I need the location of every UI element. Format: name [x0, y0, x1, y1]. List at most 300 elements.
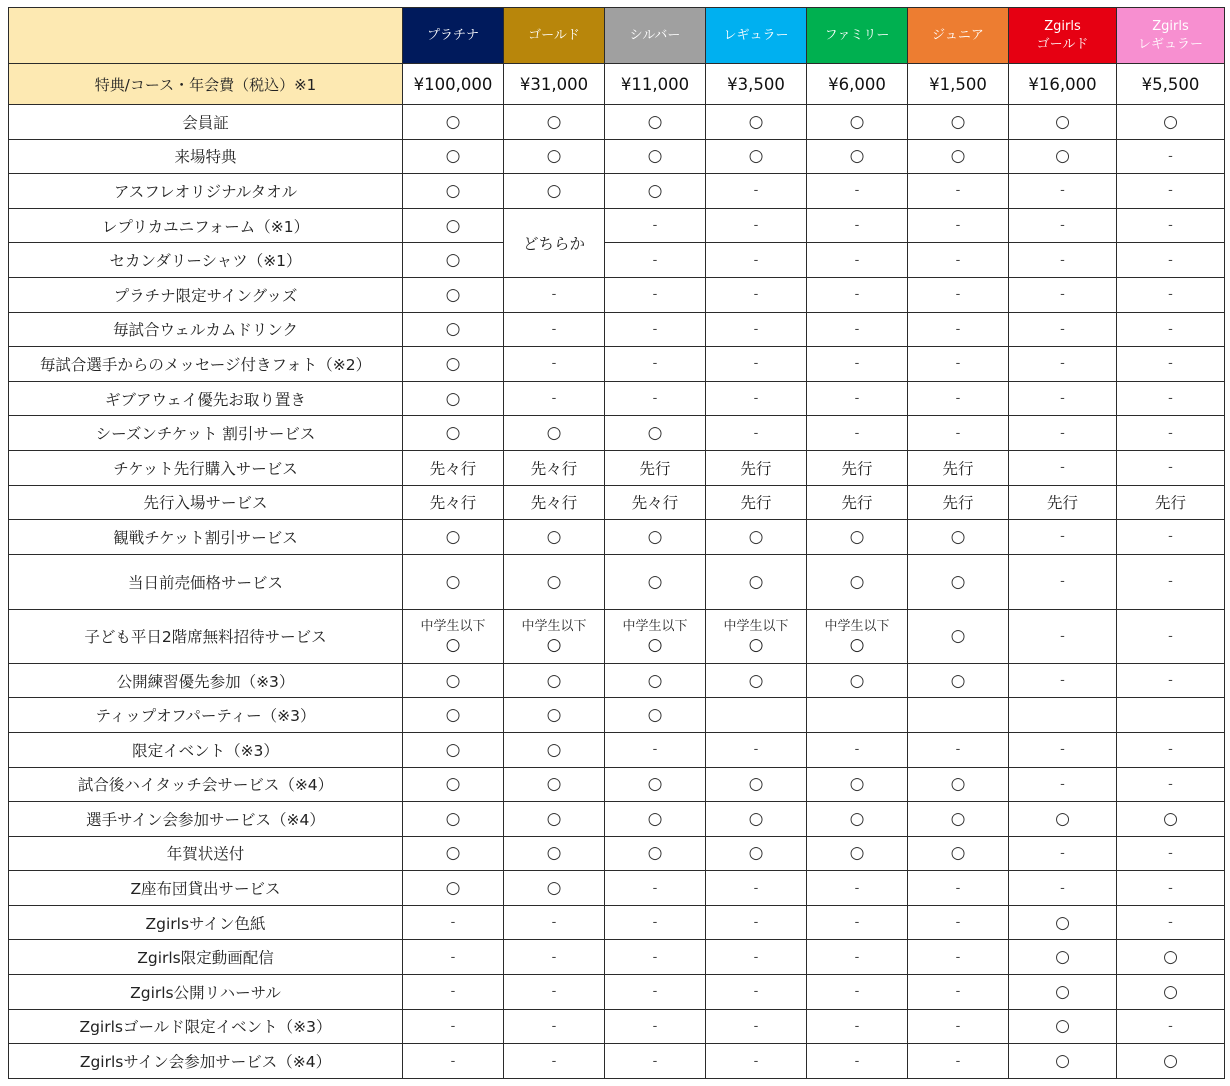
tier-header-4	[807, 8, 908, 64]
benefit-cell: -	[706, 277, 807, 312]
included-mark: ○	[546, 634, 562, 655]
feature-name: 毎試合ウェルカムドリンク	[9, 312, 403, 347]
benefit-cell: -	[605, 940, 706, 975]
benefit-cell: -	[504, 940, 605, 975]
either-choice-cell: どちらか	[504, 208, 605, 277]
benefit-cell: -	[908, 905, 1009, 940]
benefit-cell: -	[605, 975, 706, 1010]
feature-row	[9, 732, 1225, 767]
benefit-cell: -	[1117, 836, 1225, 871]
benefit-cell: -	[605, 208, 706, 243]
benefit-cell: ○	[1009, 1044, 1117, 1079]
feature-name: 会員証	[9, 105, 403, 140]
benefit-cell: ○	[504, 836, 605, 871]
benefit-cell: -	[908, 347, 1009, 382]
benefit-cell: ○	[605, 698, 706, 733]
benefit-cell: ○	[807, 836, 908, 871]
benefit-cell: -	[706, 174, 807, 209]
tier-name: レギュラー	[1137, 36, 1203, 52]
benefit-cell: -	[504, 905, 605, 940]
benefit-cell: -	[908, 174, 1009, 209]
benefit-cell	[908, 698, 1009, 733]
benefit-cell: -	[706, 347, 807, 382]
benefit-cell: ○	[504, 871, 605, 906]
benefit-cell: -	[1117, 139, 1225, 174]
benefit-cell: -	[908, 416, 1009, 451]
benefit-cell: -	[1117, 732, 1225, 767]
benefit-cell: -	[1117, 767, 1225, 802]
benefit-cell: 先々行	[403, 450, 504, 485]
benefit-cell: ○	[908, 609, 1009, 663]
benefit-cell: 先々行	[605, 485, 706, 520]
feature-row	[9, 208, 1225, 243]
benefit-cell: ○	[1009, 940, 1117, 975]
benefit-cell: -	[1009, 732, 1117, 767]
benefit-cell: -	[605, 732, 706, 767]
tier-price: ¥31,000	[504, 64, 605, 105]
feature-name: セカンダリーシャツ（※1）	[9, 243, 403, 278]
tier-header-5	[908, 8, 1009, 64]
benefit-cell: -	[403, 940, 504, 975]
tier-name: プラチナ	[426, 27, 479, 43]
benefit-cell: -	[504, 381, 605, 416]
benefit-cell: 先行	[706, 450, 807, 485]
tier-price: ¥16,000	[1009, 64, 1117, 105]
benefit-cell: -	[807, 1044, 908, 1079]
benefit-cell: ○	[403, 243, 504, 278]
benefit-cell: 先行	[1009, 485, 1117, 520]
feature-row	[9, 767, 1225, 802]
benefit-cell: -	[807, 975, 908, 1010]
benefit-cell: -	[1009, 312, 1117, 347]
benefit-cell: -	[605, 871, 706, 906]
benefit-cell: -	[807, 243, 908, 278]
feature-row	[9, 381, 1225, 416]
benefit-cell: -	[807, 312, 908, 347]
benefit-cell: -	[1117, 174, 1225, 209]
feature-row	[9, 105, 1225, 140]
benefit-cell: 先々行	[403, 485, 504, 520]
benefit-cell: ○	[706, 663, 807, 698]
benefit-cell: ○	[504, 554, 605, 609]
benefit-cell: -	[1009, 554, 1117, 609]
benefit-cell: -	[706, 905, 807, 940]
tier-name: ジュニア	[932, 27, 984, 43]
benefit-cell: -	[1009, 416, 1117, 451]
tier-price: ¥6,000	[807, 64, 908, 105]
tier-header-6	[1009, 8, 1117, 64]
benefit-cell: ○	[908, 802, 1009, 837]
benefit-cell: ○	[504, 802, 605, 837]
included-mark: ○	[445, 634, 461, 655]
feature-row	[9, 520, 1225, 555]
feature-name: 来場特典	[9, 139, 403, 174]
benefit-cell: -	[1117, 871, 1225, 906]
feature-row	[9, 243, 1225, 278]
benefit-cell: -	[1009, 520, 1117, 555]
feature-name: Zgirlsゴールド限定イベント（※3）	[9, 1009, 403, 1044]
feature-name: 限定イベント（※3）	[9, 732, 403, 767]
benefit-cell: -	[807, 732, 908, 767]
benefit-cell: ○	[605, 520, 706, 555]
feature-name: 子ども平日2階席無料招待サービス	[9, 609, 403, 663]
feature-name: 先行入場サービス	[9, 485, 403, 520]
benefit-cell	[504, 609, 605, 663]
benefit-cell: -	[706, 243, 807, 278]
feature-row	[9, 663, 1225, 698]
annual-fee-row	[9, 64, 1225, 105]
benefit-cell: ○	[706, 802, 807, 837]
benefit-cell: -	[605, 312, 706, 347]
benefit-cell: -	[807, 871, 908, 906]
benefit-cell: ○	[1117, 975, 1225, 1010]
annual-fee-label: 特典/コース・年会費（税込）※1	[9, 64, 403, 105]
tier-name: ゴールド	[528, 27, 580, 43]
benefit-cell	[605, 609, 706, 663]
benefit-cell: 先行	[807, 485, 908, 520]
membership-comparison-table-wrapper	[8, 7, 1225, 1079]
tier-price: ¥1,500	[908, 64, 1009, 105]
feature-name: 毎試合選手からのメッセージ付きフォト（※2）	[9, 347, 403, 382]
benefit-cell	[706, 698, 807, 733]
benefit-cell: 先行	[908, 485, 1009, 520]
benefit-cell: -	[706, 975, 807, 1010]
age-limit-note: 中学生以下	[824, 618, 890, 634]
benefit-cell: ○	[403, 105, 504, 140]
benefit-cell: -	[908, 277, 1009, 312]
included-mark: ○	[849, 634, 865, 655]
feature-name: Z座布団貸出サービス	[9, 871, 403, 906]
benefit-cell: -	[908, 940, 1009, 975]
benefit-cell: -	[1117, 381, 1225, 416]
benefit-cell	[1117, 698, 1225, 733]
benefit-cell: -	[807, 174, 908, 209]
feature-row	[9, 836, 1225, 871]
benefit-cell: -	[1117, 1009, 1225, 1044]
benefit-cell: ○	[1009, 1009, 1117, 1044]
tier-header-1	[504, 8, 605, 64]
benefit-cell: ○	[605, 105, 706, 140]
benefit-cell: ○	[908, 836, 1009, 871]
benefit-cell: ○	[807, 520, 908, 555]
benefit-cell: 先々行	[504, 485, 605, 520]
benefit-cell: -	[1009, 450, 1117, 485]
feature-name: Zgirlsサイン色紙	[9, 905, 403, 940]
benefit-cell: ○	[605, 663, 706, 698]
benefit-cell: -	[807, 905, 908, 940]
tier-header-7	[1117, 8, 1225, 64]
benefit-cell: -	[605, 1009, 706, 1044]
benefit-cell: -	[504, 312, 605, 347]
benefit-cell: ○	[807, 663, 908, 698]
benefit-cell: ○	[504, 732, 605, 767]
benefit-cell: -	[807, 416, 908, 451]
tier-name: Zgirls	[1152, 18, 1189, 34]
benefit-cell: ○	[807, 554, 908, 609]
feature-row	[9, 975, 1225, 1010]
tier-price: ¥5,500	[1117, 64, 1225, 105]
benefit-cell: -	[908, 1044, 1009, 1079]
benefit-cell: -	[908, 871, 1009, 906]
benefit-cell	[706, 609, 807, 663]
age-limit-note: 中学生以下	[420, 618, 486, 634]
benefit-cell: ○	[908, 767, 1009, 802]
benefit-cell: -	[1117, 416, 1225, 451]
feature-row	[9, 609, 1225, 663]
feature-name: 公開練習優先参加（※3）	[9, 663, 403, 698]
benefit-cell: -	[403, 975, 504, 1010]
benefit-cell: -	[1009, 277, 1117, 312]
benefit-cell: -	[706, 940, 807, 975]
benefit-cell: ○	[403, 312, 504, 347]
benefit-cell: ○	[706, 520, 807, 555]
benefit-cell: ○	[605, 139, 706, 174]
benefit-cell: -	[807, 940, 908, 975]
benefit-cell: -	[1117, 243, 1225, 278]
benefit-cell: -	[403, 1044, 504, 1079]
benefit-cell: -	[504, 277, 605, 312]
benefit-cell: ○	[504, 105, 605, 140]
benefit-cell: ○	[1009, 802, 1117, 837]
benefit-cell: ○	[1117, 940, 1225, 975]
feature-row	[9, 416, 1225, 451]
benefit-cell: -	[706, 381, 807, 416]
benefit-cell: ○	[807, 767, 908, 802]
benefit-cell: -	[908, 243, 1009, 278]
benefit-cell: -	[605, 277, 706, 312]
benefit-cell: 先行	[807, 450, 908, 485]
benefit-cell: -	[403, 905, 504, 940]
feature-name: ギブアウェイ優先お取り置き	[9, 381, 403, 416]
benefit-cell: ○	[706, 554, 807, 609]
benefit-cell: -	[1117, 312, 1225, 347]
benefit-cell: ○	[807, 802, 908, 837]
benefit-cell: ○	[706, 139, 807, 174]
benefit-cell: ○	[403, 520, 504, 555]
tier-name: ゴールド	[1036, 36, 1089, 52]
benefit-cell: -	[1117, 277, 1225, 312]
tier-price: ¥11,000	[605, 64, 706, 105]
feature-row	[9, 312, 1225, 347]
benefit-cell: -	[504, 1009, 605, 1044]
benefit-cell: -	[706, 208, 807, 243]
benefit-cell: -	[908, 732, 1009, 767]
feature-row	[9, 905, 1225, 940]
benefit-cell: ○	[605, 767, 706, 802]
benefit-cell: ○	[1009, 105, 1117, 140]
tier-header-0	[403, 8, 504, 64]
tier-price: ¥100,000	[403, 64, 504, 105]
benefit-cell: -	[908, 1009, 1009, 1044]
benefit-cell: ○	[504, 139, 605, 174]
benefit-cell: -	[403, 1009, 504, 1044]
benefit-cell: -	[807, 277, 908, 312]
benefit-cell: -	[504, 347, 605, 382]
benefit-cell: -	[1117, 450, 1225, 485]
tier-name: ファミリー	[824, 27, 890, 43]
feature-name: 試合後ハイタッチ会サービス（※4）	[9, 767, 403, 802]
benefit-cell: -	[605, 905, 706, 940]
benefit-cell	[1009, 698, 1117, 733]
benefit-cell: ○	[403, 277, 504, 312]
benefit-cell: ○	[403, 871, 504, 906]
benefit-cell: -	[1009, 174, 1117, 209]
benefit-cell: ○	[706, 105, 807, 140]
feature-row	[9, 347, 1225, 382]
age-limit-note: 中学生以下	[521, 618, 587, 634]
tier-name: シルバー	[629, 27, 681, 43]
benefit-cell: -	[1009, 609, 1117, 663]
benefit-cell: -	[908, 208, 1009, 243]
benefit-cell: -	[1009, 836, 1117, 871]
header-corner-cell	[9, 8, 403, 64]
benefit-cell: -	[1117, 663, 1225, 698]
benefit-cell: ○	[1117, 1044, 1225, 1079]
benefit-cell: ○	[403, 139, 504, 174]
benefit-cell	[403, 609, 504, 663]
benefit-cell: ○	[403, 381, 504, 416]
benefit-cell: ○	[403, 416, 504, 451]
benefit-cell: -	[605, 1044, 706, 1079]
benefit-cell: ○	[504, 767, 605, 802]
benefit-cell: -	[807, 1009, 908, 1044]
benefit-cell: -	[1117, 347, 1225, 382]
included-mark: ○	[647, 634, 663, 655]
benefit-cell: -	[605, 381, 706, 416]
benefit-cell: -	[706, 312, 807, 347]
benefit-cell: -	[807, 381, 908, 416]
benefit-cell: ○	[403, 836, 504, 871]
benefit-cell: ○	[1009, 139, 1117, 174]
benefit-cell: -	[1117, 905, 1225, 940]
feature-name: プラチナ限定サイングッズ	[9, 277, 403, 312]
benefit-cell: ○	[403, 208, 504, 243]
benefit-cell: ○	[605, 416, 706, 451]
benefit-cell: -	[1009, 208, 1117, 243]
benefit-cell: -	[1117, 208, 1225, 243]
feature-name: Zgirlsサイン会参加サービス（※4）	[9, 1044, 403, 1079]
feature-row	[9, 554, 1225, 609]
benefit-cell: ○	[403, 347, 504, 382]
benefit-cell: ○	[908, 663, 1009, 698]
benefit-cell: ○	[504, 698, 605, 733]
feature-name: シーズンチケット 割引サービス	[9, 416, 403, 451]
benefit-cell: -	[1009, 243, 1117, 278]
benefit-cell	[807, 698, 908, 733]
feature-name: Zgirls公開リハーサル	[9, 975, 403, 1010]
benefit-cell: ○	[504, 663, 605, 698]
feature-row	[9, 802, 1225, 837]
tier-name: レギュラー	[723, 27, 789, 43]
benefit-cell: -	[706, 1044, 807, 1079]
tier-price: ¥3,500	[706, 64, 807, 105]
feature-name: 選手サイン会参加サービス（※4）	[9, 802, 403, 837]
feature-row	[9, 139, 1225, 174]
benefit-cell: ○	[605, 554, 706, 609]
benefit-cell: -	[1009, 381, 1117, 416]
benefit-cell: 先々行	[504, 450, 605, 485]
benefit-cell: ○	[605, 802, 706, 837]
benefit-cell: ○	[403, 802, 504, 837]
feature-name: 年賀状送付	[9, 836, 403, 871]
benefit-cell: -	[908, 312, 1009, 347]
benefit-cell: ○	[403, 767, 504, 802]
benefit-cell: ○	[403, 174, 504, 209]
benefit-cell: ○	[403, 698, 504, 733]
benefit-cell: -	[706, 416, 807, 451]
feature-row	[9, 871, 1225, 906]
benefit-cell: -	[1009, 767, 1117, 802]
benefit-cell: ○	[908, 105, 1009, 140]
benefit-cell: -	[605, 243, 706, 278]
feature-row	[9, 450, 1225, 485]
benefit-cell: 先行	[908, 450, 1009, 485]
benefit-cell: ○	[1009, 975, 1117, 1010]
benefit-cell: ○	[605, 836, 706, 871]
benefit-cell: -	[908, 975, 1009, 1010]
benefit-cell: -	[504, 1044, 605, 1079]
feature-row	[9, 485, 1225, 520]
benefit-cell: -	[1009, 871, 1117, 906]
benefit-cell: -	[1009, 663, 1117, 698]
benefit-cell: ○	[1009, 905, 1117, 940]
age-limit-note: 中学生以下	[723, 618, 789, 634]
benefit-cell: -	[807, 347, 908, 382]
benefit-cell: ○	[908, 554, 1009, 609]
benefit-cell: ○	[504, 174, 605, 209]
benefit-cell: ○	[504, 520, 605, 555]
benefit-cell: 先行	[605, 450, 706, 485]
feature-name: レプリカユニフォーム（※1）	[9, 208, 403, 243]
feature-row	[9, 1044, 1225, 1079]
feature-row	[9, 174, 1225, 209]
feature-row	[9, 698, 1225, 733]
benefit-cell: -	[1117, 554, 1225, 609]
benefit-cell: -	[706, 732, 807, 767]
feature-name: アスフレオリジナルタオル	[9, 174, 403, 209]
membership-comparison-table	[8, 7, 1225, 1079]
benefit-cell: ○	[706, 767, 807, 802]
feature-name: Zgirls限定動画配信	[9, 940, 403, 975]
feature-row	[9, 1009, 1225, 1044]
benefit-cell: ○	[605, 174, 706, 209]
included-mark: ○	[748, 634, 764, 655]
benefit-cell: -	[807, 208, 908, 243]
tier-header-3	[706, 8, 807, 64]
benefit-cell: -	[605, 347, 706, 382]
benefit-cell: ○	[706, 836, 807, 871]
tier-header-row	[9, 8, 1225, 64]
benefit-cell: -	[1117, 520, 1225, 555]
benefit-cell: 先行	[706, 485, 807, 520]
benefit-cell: ○	[908, 520, 1009, 555]
benefit-cell	[807, 609, 908, 663]
benefit-cell: ○	[504, 416, 605, 451]
feature-name: チケット先行購入サービス	[9, 450, 403, 485]
feature-name: 観戦チケット割引サービス	[9, 520, 403, 555]
benefit-cell: ○	[1117, 105, 1225, 140]
benefit-cell: ○	[403, 663, 504, 698]
benefit-cell: -	[706, 871, 807, 906]
tier-name: Zgirls	[1044, 18, 1081, 34]
benefit-cell: ○	[1117, 802, 1225, 837]
benefit-cell: ○	[807, 105, 908, 140]
tier-header-2	[605, 8, 706, 64]
benefit-cell: ○	[908, 139, 1009, 174]
benefit-cell: ○	[403, 554, 504, 609]
feature-row	[9, 940, 1225, 975]
benefit-cell: -	[706, 1009, 807, 1044]
